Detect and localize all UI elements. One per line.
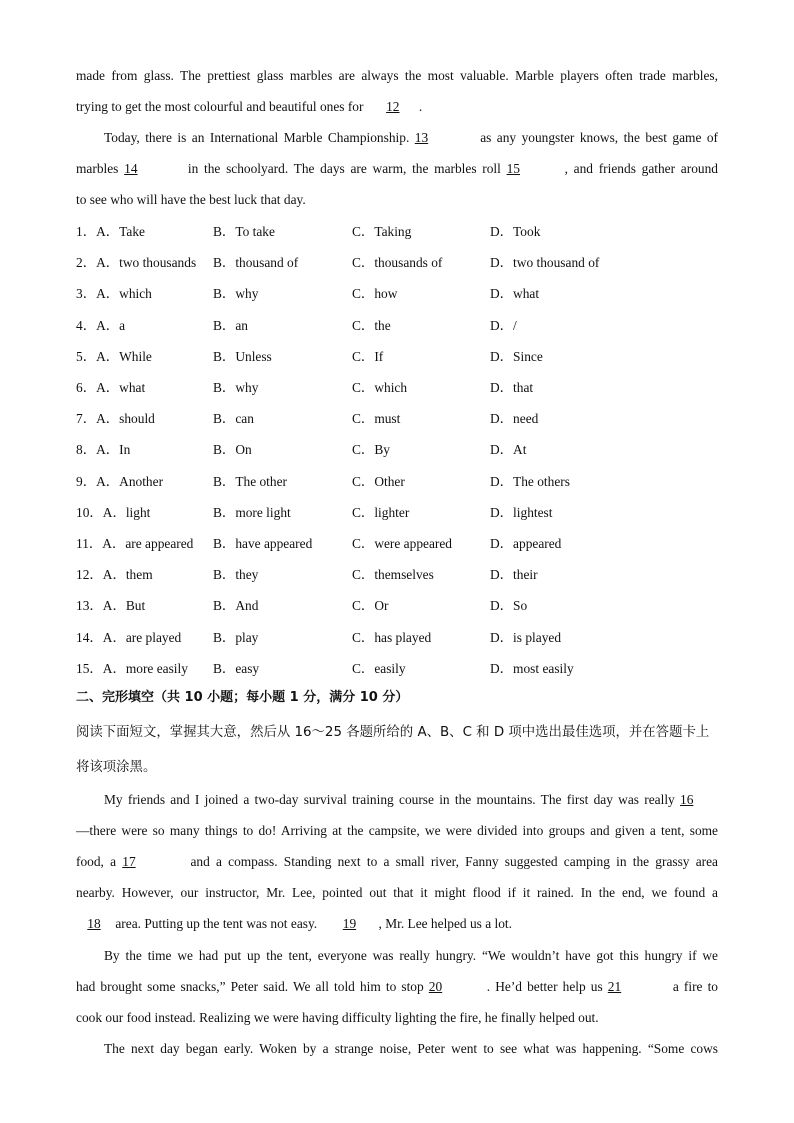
option-d: D．At: [490, 442, 527, 458]
blank-21: 21: [607, 979, 622, 994]
question-number-and-option-a: [76, 503, 150, 523]
option-d: D．two thousand of: [490, 255, 600, 271]
blank-17: 17: [122, 854, 136, 869]
question-number: 1．: [76, 224, 97, 239]
passage1-line2: trying to get the most colourful and beautiful ones for 12 .: [76, 97, 718, 117]
option-b: B．more light: [213, 504, 291, 520]
option-c: C．Or: [352, 598, 389, 614]
question-number-and-option-a: [76, 409, 155, 429]
option-c: C．which: [352, 380, 408, 395]
option-c: C．If: [352, 348, 384, 364]
passage1-line4: marbles 14 in the schoolyard. The days are warm, the marbles roll 15 , and friends gather around: [76, 159, 718, 179]
question-row: [76, 253, 718, 273]
question-number-and-option-a: [76, 347, 152, 367]
option-a: A．In: [96, 442, 131, 458]
question-number: 14．: [76, 629, 103, 645]
option-d: D．their: [490, 567, 538, 583]
question-row: [76, 409, 718, 429]
question-number: 12．: [76, 567, 103, 583]
question-number-and-option-a: [76, 440, 130, 460]
question-number: 7．: [76, 411, 97, 427]
option-b: B．why: [213, 286, 259, 302]
option-a: A．are played: [102, 629, 182, 645]
question-number-and-option-a: [76, 628, 181, 648]
option-b: B．why: [213, 380, 259, 395]
passage2-p1-line5: 18 area. Putting up the tent was not easy. 19 , Mr. Lee helped us a lot.: [76, 914, 718, 934]
option-a: A．Another: [96, 473, 164, 489]
passage2-p1-line4: nearby. However, our instructor, Mr. Lee, pointed out that it might flood if it rained. In the end, we found a: [76, 885, 718, 900]
option-d: D．The others: [490, 473, 570, 489]
option-a: A．should: [96, 411, 155, 427]
option-d: D．appeared: [490, 536, 562, 551]
blank-19: 19: [342, 916, 357, 931]
blank-20: 20: [428, 979, 443, 994]
passage1-line1: made from glass. The prettiest glass marbles are always the most valuable. Marble players often trade marbles,: [76, 68, 718, 83]
option-b: B．an: [213, 317, 248, 333]
option-d: D．So: [490, 598, 528, 614]
option-d: D．need: [490, 411, 539, 427]
option-b: B．Unless: [213, 348, 272, 364]
question-row: [76, 565, 718, 585]
blank-18: 18: [87, 916, 101, 931]
question-number: 13．: [76, 598, 103, 614]
option-c: C．must: [352, 411, 401, 427]
option-d: D．that: [490, 380, 534, 395]
question-row: [76, 659, 718, 679]
blank-13: 13: [414, 130, 429, 145]
passage2-p1-line3: food, a 17 and a compass. Standing next to a small river, Fanny suggested camping in the grassy area: [76, 852, 718, 872]
option-c: C．Taking: [352, 224, 412, 239]
question-row: [76, 503, 718, 523]
blank-14: 14: [124, 161, 138, 176]
question-row: [76, 284, 718, 304]
option-c: C．themselves: [352, 567, 434, 583]
option-c: C．the: [352, 317, 391, 333]
option-d: D．lightest: [490, 504, 553, 520]
question-number-and-option-a: [76, 284, 152, 304]
option-a: A．which: [96, 286, 152, 302]
question-number-and-option-a: [76, 534, 193, 554]
option-d: D．most easily: [490, 660, 574, 676]
question-row: [76, 472, 718, 492]
passage2-p1-line2: —there were so many things to do! Arriving at the campsite, we were divided into groups and given a tent, some: [76, 823, 718, 838]
option-a: A．more easily: [102, 660, 188, 676]
passage2-p2-line1: By the time we had put up the tent, everyone was really hungry. “We wouldn’t have got this hungry if we: [104, 948, 718, 963]
option-b: B．And: [213, 598, 259, 614]
option-d: D．Since: [490, 348, 543, 364]
option-c: C．easily: [352, 660, 406, 676]
section2-instructions-line1: 阅读下面短文，掌握其大意，然后从 16～25 各题所给的 A、B、C 和 D 项中选出最佳选项，并在答题卡上: [76, 725, 710, 740]
option-d: D．is played: [490, 629, 562, 645]
option-d: D．Took: [490, 224, 541, 239]
option-a: A．what: [96, 380, 146, 395]
blank-12: 12: [386, 99, 400, 114]
blank-15: 15: [506, 161, 520, 176]
option-a: A．them: [102, 567, 153, 583]
option-d: D．/: [490, 317, 517, 333]
question-number-and-option-a: [76, 565, 153, 585]
question-number: 2．: [76, 255, 97, 271]
question-number-and-option-a: [76, 472, 163, 492]
section2-heading: 二、完形填空（共 10 小题；每小题 1 分，满分 10 分）: [76, 690, 409, 705]
option-a: A．light: [102, 504, 151, 520]
question-number: 15．: [76, 660, 103, 676]
question-row: [76, 347, 718, 367]
question-row: [76, 316, 718, 336]
question-number: 10．: [76, 504, 103, 520]
question-row: [76, 596, 718, 616]
option-c: C．how: [352, 286, 398, 302]
question-number-and-option-a: [76, 253, 196, 273]
question-number: 11．: [76, 536, 103, 551]
question-row: [76, 378, 718, 398]
question-row: [76, 628, 718, 648]
question-row: [76, 534, 718, 554]
passage2-p3-line1: The next day began early. Woken by a strange noise, Peter went to see what was happening. “Some cows: [104, 1041, 718, 1056]
question-number: 4．: [76, 317, 97, 333]
option-b: B．they: [213, 567, 259, 583]
option-b: B．can: [213, 411, 254, 427]
question-number: 9．: [76, 473, 97, 489]
passage2-p2-line2: had brought some snacks,” Peter said. We all told him to stop 20 . He’d better help us 21 a fire to: [76, 977, 718, 997]
blank-16: 16: [680, 792, 694, 807]
passage2-p1-line1: My friends and I joined a two-day survival training course in the mountains. The first day was really 16: [104, 790, 718, 810]
option-a: A．Take: [96, 224, 145, 239]
option-c: C．thousands of: [352, 255, 443, 271]
option-a: A．But: [102, 598, 146, 614]
option-d: D．what: [490, 286, 540, 302]
passage1-line3: Today, there is an International Marble Championship. 13 as any youngster knows, the best game of: [104, 128, 718, 148]
question-number-and-option-a: [76, 378, 145, 398]
passage2-p2-line3: cook our food instead. Realizing we were having difficulty lighting the fire, he finally helped out.: [76, 1010, 599, 1025]
option-a: A．two thousands: [96, 255, 197, 271]
question-number: 6．: [76, 380, 97, 395]
option-b: B．On: [213, 442, 252, 458]
question-number-and-option-a: [76, 596, 145, 616]
option-b: B．easy: [213, 660, 260, 676]
option-b: B．have appeared: [213, 536, 313, 551]
option-a: A．While: [96, 348, 152, 364]
section2-instructions-line2: 将该项涂黑。: [76, 760, 157, 775]
option-b: B．thousand of: [213, 255, 299, 271]
option-c: C．were appeared: [352, 536, 453, 551]
option-a: A．are appeared: [102, 536, 194, 551]
passage1-line5: to see who will have the best luck that day.: [76, 192, 306, 207]
option-c: C．has played: [352, 629, 432, 645]
option-a: A．a: [96, 317, 126, 333]
question-number-and-option-a: [76, 222, 145, 242]
question-row: [76, 440, 718, 460]
option-c: C．By: [352, 442, 390, 458]
question-row: [76, 222, 718, 242]
option-b: B．The other: [213, 473, 288, 489]
question-number: 8．: [76, 442, 97, 458]
question-number-and-option-a: [76, 659, 188, 679]
option-c: C．Other: [352, 473, 405, 489]
option-c: C．lighter: [352, 504, 410, 520]
question-number: 5．: [76, 348, 97, 364]
option-b: B．To take: [213, 224, 275, 239]
option-b: B．play: [213, 629, 259, 645]
question-number-and-option-a: [76, 316, 125, 336]
question-number: 3．: [76, 286, 97, 302]
